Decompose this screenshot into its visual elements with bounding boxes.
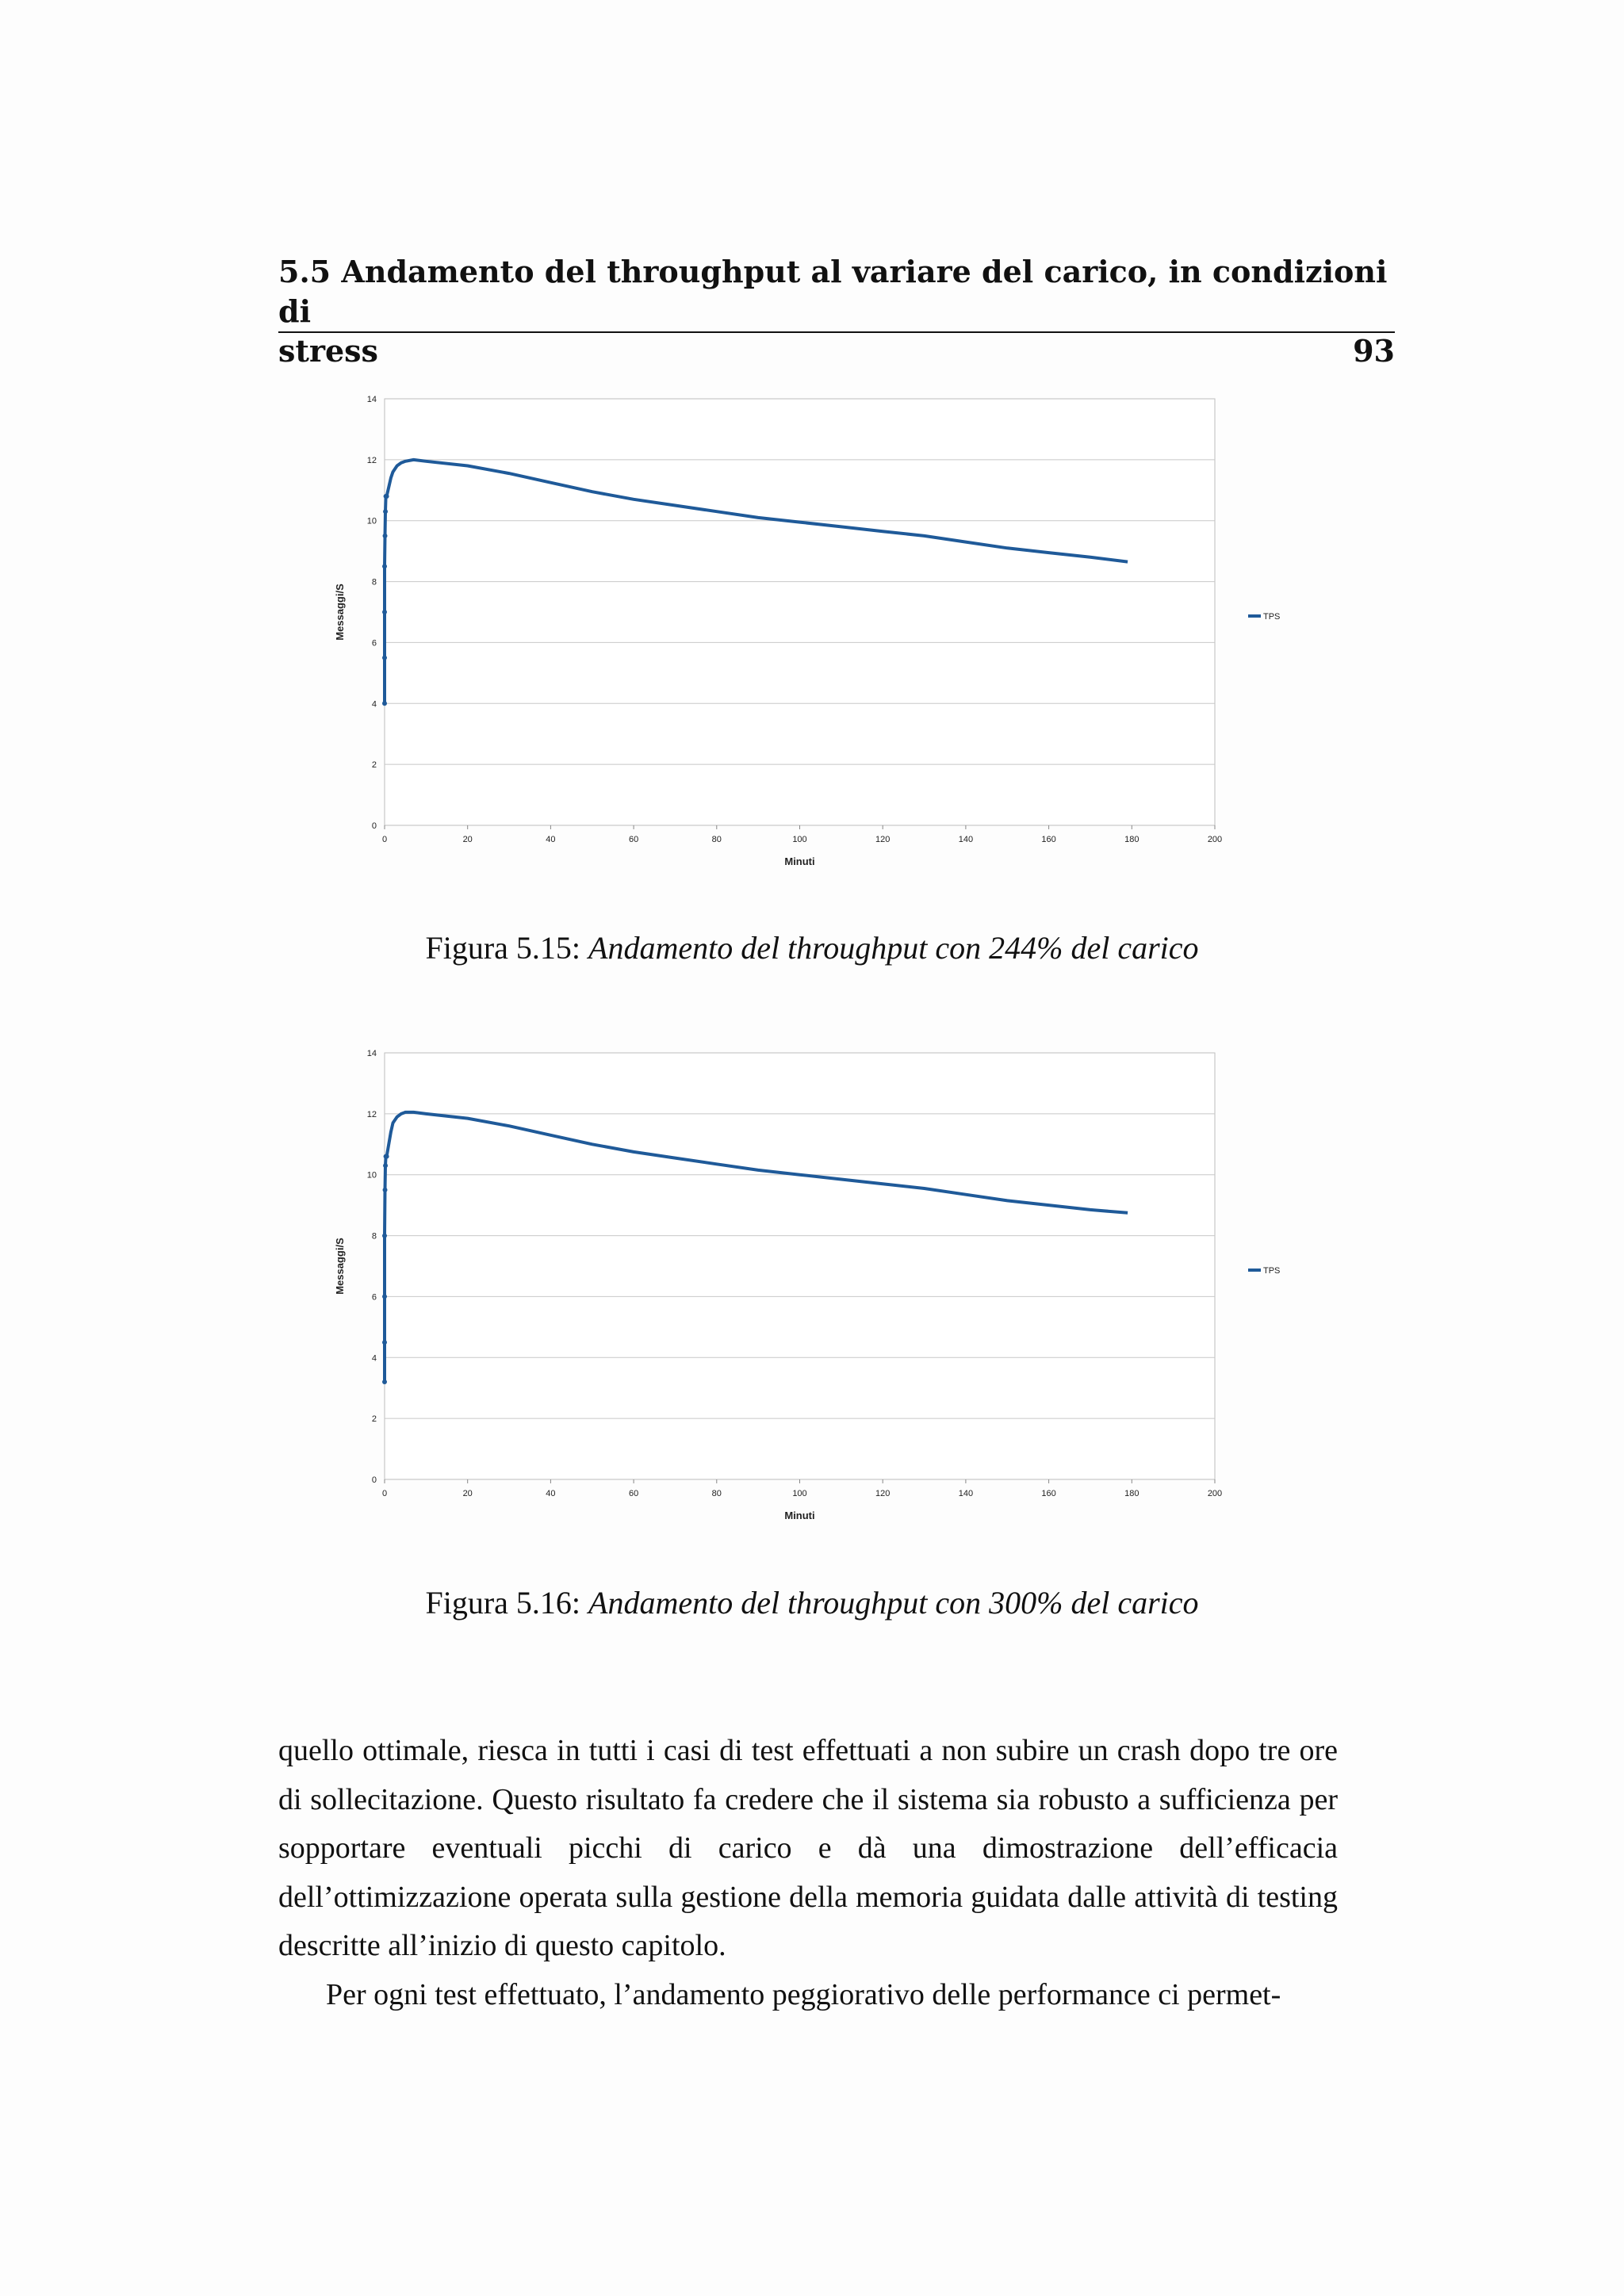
x-tick-label: 0 <box>381 835 388 844</box>
y-tick-label: 4 <box>371 699 377 710</box>
running-header <box>278 252 1395 371</box>
x-tick-label: 200 <box>1207 1489 1223 1498</box>
series-point <box>383 534 388 538</box>
x-tick-label: 20 <box>462 1489 473 1498</box>
figure-5-16-chart <box>317 1027 1308 1550</box>
x-axis-title: Minuti <box>784 1510 815 1521</box>
x-tick-label: 160 <box>1041 835 1056 844</box>
y-tick-label: 12 <box>366 455 377 465</box>
y-tick-label: 14 <box>366 1049 377 1058</box>
x-tick-label: 100 <box>792 835 807 844</box>
y-tick-label: 10 <box>366 1170 377 1181</box>
x-tick-label: 20 <box>462 835 473 844</box>
plot-area <box>385 399 1215 825</box>
series-point <box>382 1294 387 1299</box>
y-tick-label: 6 <box>371 1292 377 1303</box>
x-tick-label: 80 <box>711 1489 722 1498</box>
x-tick-label: 120 <box>875 1489 891 1498</box>
section-title-line2-row <box>278 331 1395 371</box>
x-tick-label: 120 <box>875 835 891 844</box>
series-point <box>383 1188 388 1192</box>
y-tick-label: 14 <box>366 395 377 404</box>
figure-5-15-caption <box>0 929 1624 966</box>
section-title-line1: 5.5 Andamento del throughput al variare del carico, in condizioni di <box>278 254 1388 329</box>
figure-5-15-chart <box>317 373 1308 896</box>
paragraph-1: quello ottimale, riesca in tutti i casi di test effettuati a non subire un crash dopo tre ore di sollecitazione. Questo risultato fa credere che il sistema sia robusto a sufficienza per sopportare eventuali picchi di carico e dà una dimostrazione dell’efficacia dell’ottimizzazione operata sulla gestione della memoria guidata dalle attività di testing descritte all’inizio di questo capitolo. <box>278 1734 1338 1962</box>
x-tick-label: 0 <box>381 1489 388 1498</box>
series-point <box>382 610 387 614</box>
series-point <box>382 1380 387 1384</box>
throughput-chart-244 <box>317 373 1308 896</box>
x-tick-label: 40 <box>546 835 556 844</box>
x-tick-label: 180 <box>1124 1489 1139 1498</box>
x-tick-label: 40 <box>546 1489 556 1498</box>
legend-label: TPS <box>1263 1266 1281 1276</box>
figure-5-16-label: Figura 5.16: <box>425 1585 581 1621</box>
section-title-line2: stress <box>278 333 378 369</box>
y-tick-label: 12 <box>366 1109 377 1119</box>
figure-5-15-caption-text: Andamento del throughput con 244% del carico <box>588 930 1199 966</box>
y-tick-label: 4 <box>371 1353 377 1364</box>
x-tick-label: 160 <box>1041 1489 1056 1498</box>
throughput-chart-300 <box>317 1027 1308 1550</box>
page-number: 93 <box>1353 333 1395 369</box>
y-tick-label: 2 <box>371 1414 377 1425</box>
series-point <box>385 494 389 499</box>
y-tick-label: 0 <box>371 821 377 831</box>
y-tick-label: 2 <box>371 760 377 771</box>
y-axis-title: Messaggi/S <box>334 584 346 641</box>
header-rule <box>278 331 1395 333</box>
series-point <box>382 701 387 706</box>
figure-5-15-label: Figura 5.15: <box>425 930 581 966</box>
y-tick-label: 6 <box>371 638 377 649</box>
x-tick-label: 60 <box>628 1489 639 1498</box>
x-axis-title: Minuti <box>784 855 815 867</box>
x-tick-label: 80 <box>711 835 722 844</box>
paragraph-2: Per ogni test effettuato, l’andamento peggiorativo delle performance ci permet- <box>326 1977 1281 2011</box>
series-point <box>383 1163 388 1168</box>
x-tick-label: 200 <box>1207 835 1223 844</box>
body-text <box>278 1727 1338 2019</box>
plot-area <box>385 1053 1215 1479</box>
x-tick-label: 140 <box>958 1489 974 1498</box>
figure-5-16-caption-text: Andamento del throughput con 300% del carico <box>588 1585 1199 1621</box>
x-tick-label: 180 <box>1124 835 1139 844</box>
x-tick-label: 100 <box>792 1489 807 1498</box>
x-tick-label: 60 <box>628 835 639 844</box>
series-point <box>383 509 388 514</box>
series-point <box>385 1154 389 1159</box>
y-tick-label: 8 <box>371 577 377 587</box>
figure-5-16-caption <box>0 1584 1624 1621</box>
series-point <box>382 564 387 568</box>
series-point <box>382 656 387 660</box>
y-tick-label: 10 <box>366 516 377 526</box>
y-axis-title: Messaggi/S <box>334 1238 346 1295</box>
series-point <box>382 1340 387 1345</box>
x-tick-label: 140 <box>958 835 974 844</box>
legend-label: TPS <box>1263 612 1281 622</box>
series-point <box>382 1234 387 1238</box>
y-tick-label: 8 <box>371 1231 377 1242</box>
y-tick-label: 0 <box>371 1475 377 1485</box>
